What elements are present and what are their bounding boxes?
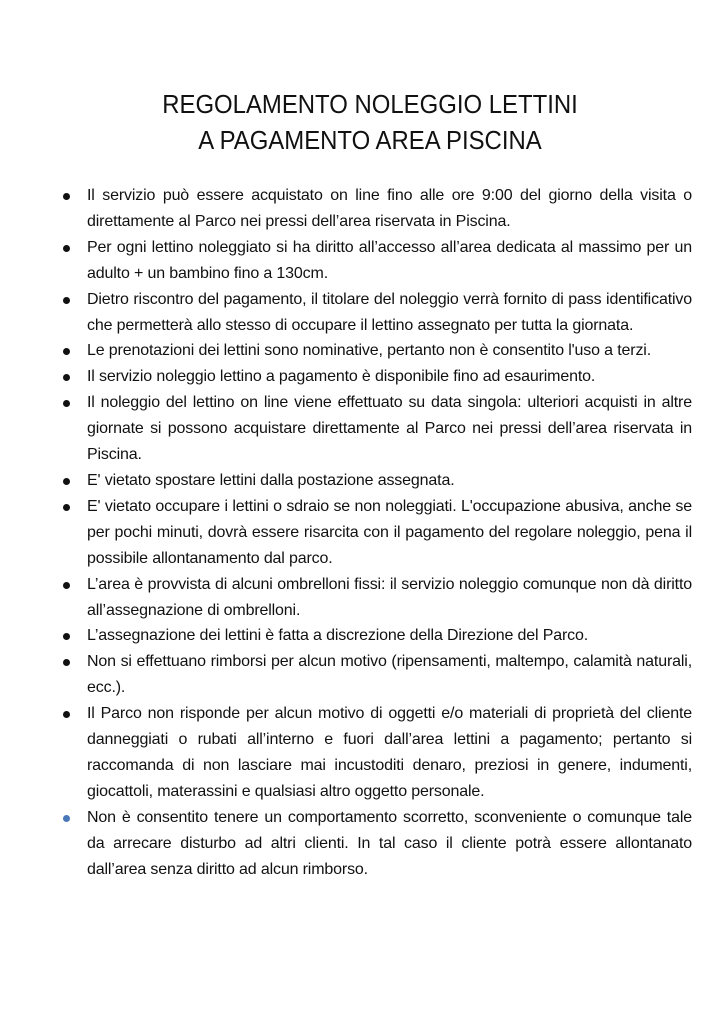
list-item [58,494,692,572]
list-item [58,572,692,624]
list-item [58,701,692,805]
bullet-icon [63,193,70,200]
list-item [58,183,692,235]
bullet-icon [63,582,70,589]
list-item [58,338,692,364]
bullet-icon [63,348,70,355]
bullet-icon [63,659,70,666]
bullet-icon [63,478,70,485]
bullet-icon [63,297,70,304]
list-item [58,235,692,287]
title-line-1: REGOLAMENTO NOLEGGIO LETTINI [162,89,578,119]
list-item [58,649,692,701]
rule-text: Per ogni lettino noleggiato si ha diritto all’accesso all’area dedicata al massimo per un adulto + un bambino fino a 130cm. [87,238,692,282]
bullet-icon [63,633,70,640]
list-item [58,805,692,883]
rule-text: Dietro riscontro del pagamento, il titolare del noleggio verrà fornito di pass identificativo che permetterà allo stesso di occupare il lettino assegnato per tutta la giornata. [87,290,692,334]
rule-text: L’assegnazione dei lettini è fatta a discrezione della Direzione del Parco. [87,627,589,645]
rule-text: Non si effettuano rimborsi per alcun motivo (ripensamenti, maltempo, calamità naturali, ecc.). [87,653,692,697]
list-item [58,390,692,468]
bullet-icon [63,374,70,381]
list-item [58,287,692,339]
bullet-icon [63,504,70,511]
bullet-icon [63,711,70,718]
list-item [58,623,692,649]
rules-list [58,183,692,882]
bullet-icon [63,815,70,822]
rule-text: L’area è provvista di alcuni ombrelloni fissi: il servizio noleggio comunque non dà diritto all’assegnazione di ombrelloni. [87,575,692,619]
rule-text: Le prenotazioni dei lettini sono nominative, pertanto non è consentito l'uso a terzi. [87,342,652,360]
rule-text: Non è consentito tenere un comportamento scorretto, sconveniente o comunque tale da arrecare disturbo ad altri clienti. In tal caso il cliente potrà essere allontanato dall’area senza diritto ad alcun rimborso. [87,808,692,878]
bullet-icon [63,245,70,252]
rule-text: Il Parco non risponde per alcun motivo di oggetti e/o materiali di proprietà del cliente danneggiati o rubati all’interno e fuori dall’area lettini a pagamento; pertanto si raccomanda di non lasciare mai incustoditi denaro, preziosi in genere, indumenti, giocattoli, materassini e qualsiasi altro oggetto personale. [87,705,692,800]
rule-text: Il servizio noleggio lettino a pagamento è disponibile fino ad esaurimento. [87,368,596,386]
bullet-icon [63,400,70,407]
list-item [58,364,692,390]
document-title [0,86,725,158]
rule-text: Il noleggio del lettino on line viene effettuato su data singola: ulteriori acquisti in altre giornate si possono acquistare direttamente al Parco nei pressi dell’area riservata in Piscina. [87,394,692,464]
rule-text: E' vietato occupare i lettini o sdraio se non noleggiati. L'occupazione abusiva, anche se per pochi minuti, dovrà essere risarcita con il pagamento del regolare noleggio, pena il possibile allontanamento dal parco. [87,497,692,567]
title-line-2: A PAGAMENTO AREA PISCINA [198,125,542,155]
list-item [58,468,692,494]
rule-text: Il servizio può essere acquistato on line fino alle ore 9:00 del giorno della visita o direttamente al Parco nei pressi dell’area riservata in Piscina. [87,187,692,230]
rule-text: E' vietato spostare lettini dalla postazione assegnata. [87,471,455,489]
